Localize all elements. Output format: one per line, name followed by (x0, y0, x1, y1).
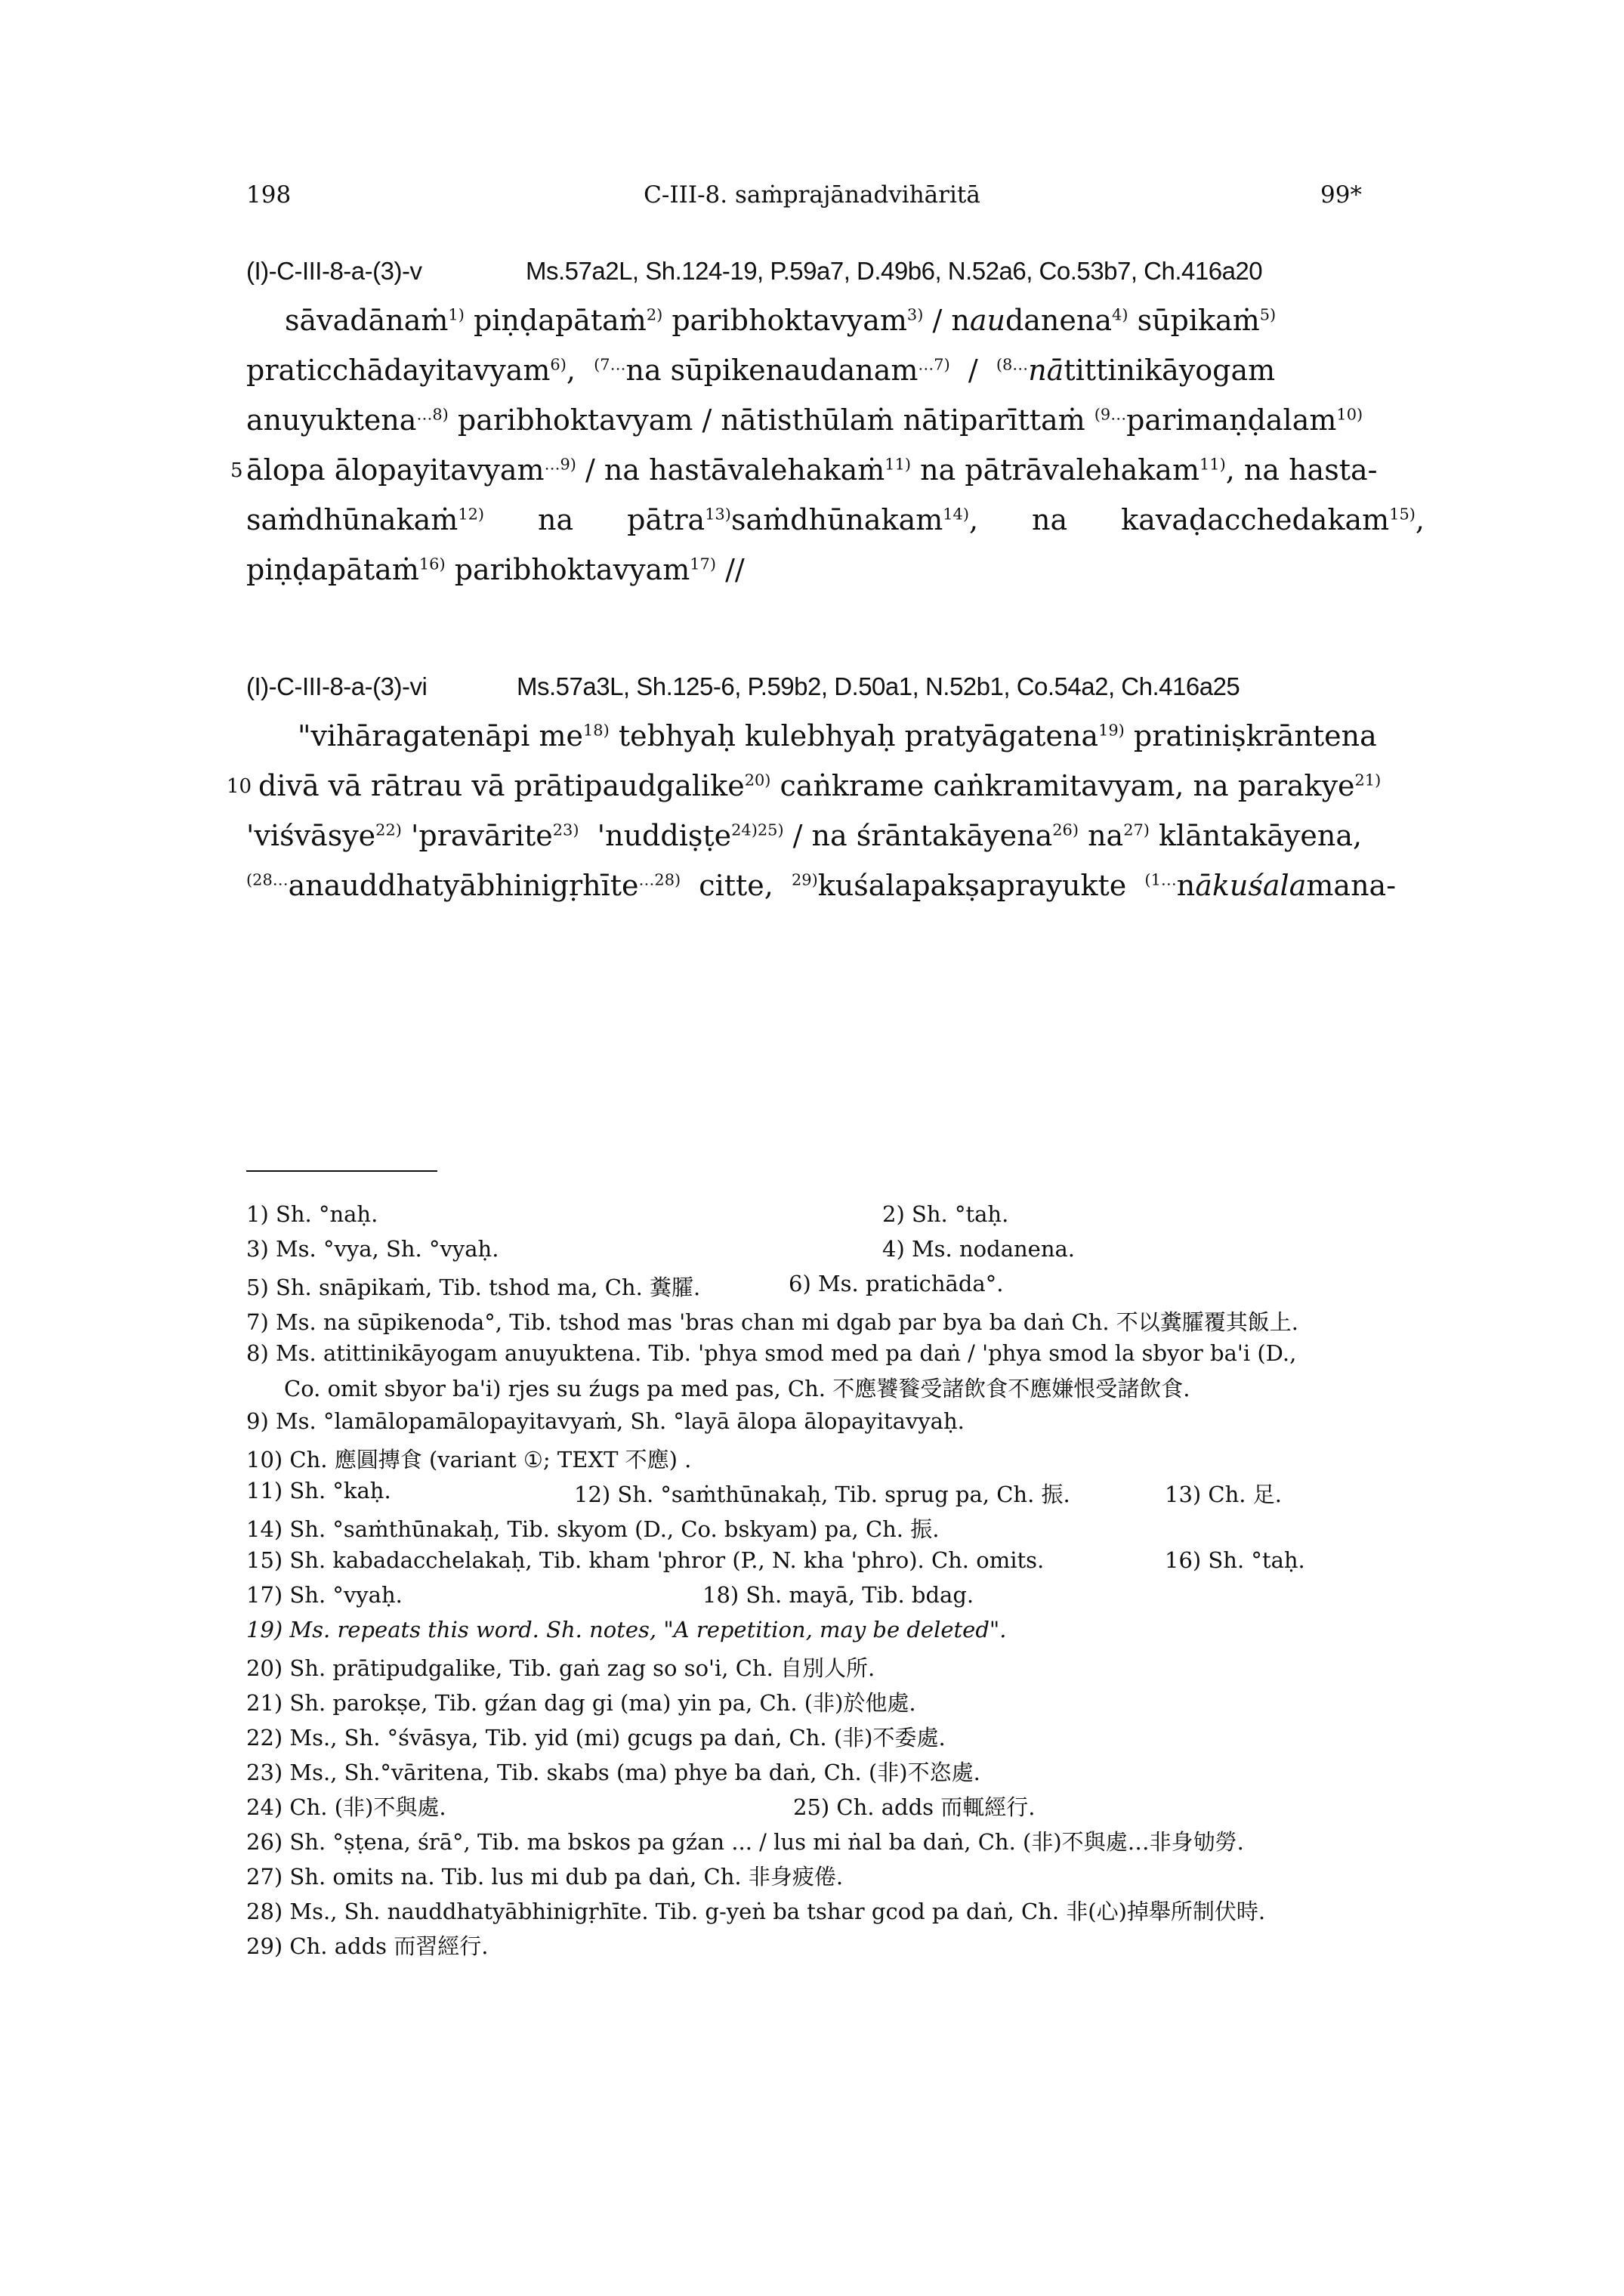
text-line: piṇḍapātaṁ$^{16)}$ paribhoktavyam$^{17)}$ // (246, 553, 745, 586)
footnote: 2) Sh. °taḥ. (882, 1201, 1009, 1227)
footnote: 27) Sh. omits na. Tib. lus mi dub pa daṅ, Ch. 非身疲倦. (246, 1864, 844, 1890)
footnote: 6) Ms. pratichāda°. (789, 1271, 1004, 1296)
footnote: 10) Ch. 應圓摶食 (variant ①; TEXT 不應) . (246, 1447, 692, 1472)
text-line: "vihāragatenāpi $me^{18)}$ tebhyaḥ kulebhyaḥ pratyāgatena$^{19)}$ pratiniṣkrāntena (298, 719, 1377, 752)
footnote: 24) Ch. (非)不與處. (246, 1794, 446, 1820)
footnote: 3) Ms. °vya, Sh. °vyaḥ. (246, 1236, 499, 1262)
footnote: 26) Sh. °ṣṭena, śrā°, Tib. ma bskos pa gźan ... / lus mi ṅal ba daṅ, Ch. (非)不與處…非身劬勞. (246, 1829, 1244, 1855)
footnote: 16) Sh. °taḥ. (1165, 1547, 1305, 1573)
folio-number: 99* (1320, 181, 1362, 209)
footnote: 21) Sh. parokṣe, Tib. gźan dag gi (ma) yin pa, Ch. (非)於他處. (246, 1690, 916, 1716)
section-refs: Ms.57a3L, Sh.125-6, P.59b2, D.50a1, N.52b1, Co.54a2, Ch.416a25 (517, 672, 1240, 700)
footnote: 19) Ms. repeats this word. Sh. notes, "A repetition, may be deleted". (246, 1617, 1007, 1642)
footnote: 12) Sh. °saṁthūnakaḥ, Tib. sprug pa, Ch. 振. (574, 1482, 1070, 1507)
text-line: ālopa ālopayitavyam$^{\dots 9)}$ / na hastāvalehakaṁ$^{11)}$ na pātrāvalehakam$^{11)}$, na hasta- (246, 453, 1378, 487)
footnote-rule (246, 1170, 437, 1172)
footnote: 25) Ch. adds 而輒經行. (793, 1794, 1036, 1820)
text-line: praticchādayitavyam$^{6)}$, $^{(7\dots}$na sūpikenaudanam$^{\dots 7)}$ / $^{(8\dots}$nātittinikāyogam (246, 354, 1276, 387)
footnote: 13) Ch. 足. (1165, 1482, 1282, 1507)
footnote: 23) Ms., Sh.°vāritena, Tib. skabs (ma) phye ba daṅ, Ch. (非)不恣處. (246, 1760, 980, 1785)
page-number: 198 (246, 181, 292, 209)
footnote: 18) Sh. mayā, Tib. bdag. (702, 1582, 974, 1608)
footnote: 22) Ms., Sh. °śvāsya, Tib. yid (mi) gcugs pa daṅ, Ch. (非)不委處. (246, 1725, 946, 1751)
footnote: 8) Ms. atittinikāyogam anuyuktena. Tib. 'phya smod med pa daṅ / 'phya smod la sbyor ba'i (D., (246, 1340, 1297, 1366)
text-line: sāvadānaṁ$^{1)}$ piṇḍapātaṁ$^{2)}$ paribhoktavyam$^{3)}$ / naudanena$^{4)}$ sūpikaṁ$^{5)}$ (285, 304, 1277, 337)
text-line: saṁdhūnakaṁ$^{12)}$ na pātra$^{13)}$saṁdhūnakam$^{14)}$, na kavaḍacchedakam$^{15)}$, (246, 503, 1425, 536)
line-marker: 10 (227, 775, 252, 798)
footnote: 9) Ms. °lamālopamālopayitavyaṁ, Sh. °layā ālopa ālopayitavyaḥ. (246, 1408, 965, 1434)
text-line: anuyuktena$^{\dots 8)}$ paribhoktavyam / nātisthūlaṁ nātiparīttaṁ $^{(9\dots}$parimaṇḍalam$^{10)}$ (246, 403, 1363, 437)
text-line: divā vā rātrau vā prātipaudgalike$^{20)}$ caṅkrame caṅkramitavyam, na parakye$^{21)}$ (258, 769, 1382, 802)
footnote: 14) Sh. °saṁthūnakaḥ, Tib. skyom (D., Co. bskyam) pa, Ch. 振. (246, 1516, 940, 1542)
footnote: 7) Ms. na sūpikenoda°, Tib. tshod mas 'bras chan mi dgab par bya ba daṅ Ch. 不以糞臛覆其飯上. (246, 1309, 1299, 1335)
text-line: $^{(28\dots}$anauddhatyābhinigṛhīte$^{\dots 28)}$ citte, $^{29)}$kuśalapakṣaprayukte $^{(1\dots}$nākuśalamana- (246, 869, 1397, 902)
text-line: 'viśvāsye$^{22)}$ 'pravārite$^{23)}$ 'nuddiṣṭe$^{24)25)}$ / na śrāntakāyena$^{26)}$ $na^{27)}$ klāntakāyena, (246, 819, 1363, 852)
footnote: 17) Sh. °vyaḥ. (246, 1582, 403, 1608)
footnote: 20) Sh. prātipudgalike, Tib. gaṅ zag so so'i, Ch. 自別人所. (246, 1655, 875, 1681)
running-title: C-III-8. saṁprajānadvihāritā (644, 181, 980, 209)
section-id: (I)-C-III-8-a-(3)-v (246, 257, 422, 285)
footnote: 11) Sh. °kaḥ. (246, 1478, 391, 1503)
footnote: 4) Ms. nodanena. (882, 1236, 1076, 1262)
footnote: 1) Sh. °naḥ. (246, 1201, 378, 1227)
footnote-continuation: Co. omit sbyor ba'i) rjes su źugs pa med pas, Ch. 不應饕餮受諸飲食不應嫌恨受諸飲食. (284, 1376, 1190, 1401)
footnote: 29) Ch. adds 而習經行. (246, 1933, 489, 1959)
section-id: (I)-C-III-8-a-(3)-vi (246, 672, 428, 700)
footnote: 28) Ms., Sh. nauddhatyābhinigṛhīte. Tib. g-yeṅ ba tshar gcod pa daṅ, Ch. 非(心)掉舉所制伏時. (246, 1899, 1266, 1924)
line-marker: 5 (230, 459, 243, 482)
footnote: 15) Sh. kabadacchelakaḥ, Tib. kham 'phror (P., N. kha 'phro). Ch. omits. (246, 1547, 1045, 1573)
section-refs: Ms.57a2L, Sh.124-19, P.59a7, D.49b6, N.52a6, Co.53b7, Ch.416a20 (526, 257, 1263, 285)
footnote: 5) Sh. snāpikaṁ, Tib. tshod ma, Ch. 糞臛. (246, 1275, 701, 1300)
